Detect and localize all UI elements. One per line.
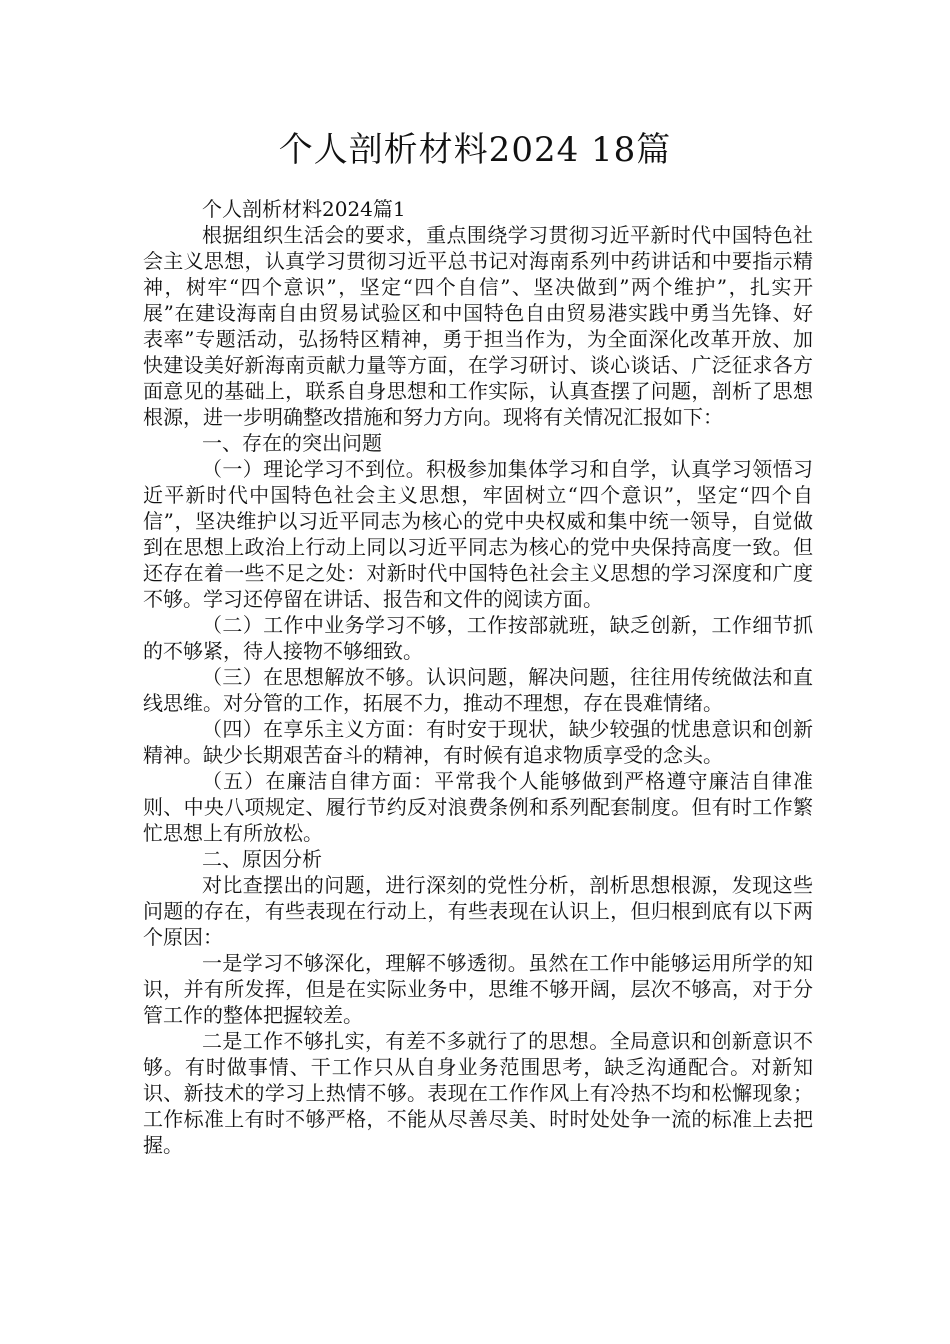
document-body: [143, 196, 813, 1158]
cause-paragraph-2: 二是工作不够扎实，有差不多就行了的思想。全局意识和创新意识不够。有时做事情、干工作只从自身业务范围思考，缺乏沟通配合。对新知识、新技术的学习上热情不够。表现在工作作风上有冷热不均和松懈现象；工作标准上有时不够严格，不能从尽善尽美、时时处处争一流的标准上去把握。: [143, 1029, 813, 1157]
document-title: 个人剖析材料2024 18篇: [278, 130, 672, 170]
problem-paragraph-3: （三）在思想解放不够。认识问题，解决问题，往往用传统做法和直线思维。对分管的工作，拓展不力，推动不理想，存在畏难情绪。: [143, 665, 813, 715]
problem-paragraph-5: （五）在廉洁自律方面：平常我个人能够做到严格遵守廉洁自律准则、中央八项规定、履行节约反对浪费条例和系列配套制度。但有时工作繁忙思想上有所放松。: [143, 769, 813, 845]
intro-paragraph: 根据组织生活会的要求，重点围绕学习贯彻习近平新时代中国特色社会主义思想，认真学习贯彻习近平总书记对海南系列中药讲话和中要指示精神，树牢“四个意识”，坚定“四个自信”、坚决做到”两个维护”，扎实开展”在建设海南自由贸易试验区和中国特色自由贸易港实践中勇当先锋、好表率”专题活动，弘扬特区精神，勇于担当作为，为全面深化改革开放、加快建设美好新海南贡献力量等方面，在学习研讨、谈心谈话、广泛征求各方面意见的基础上，联系自身思想和工作实际，认真查摆了问题，剖析了思想根源，进一步明确整改措施和努力方向。现将有关情况汇报如下：: [143, 223, 813, 429]
cause-intro-paragraph: 对比查摆出的问题，进行深刻的党性分析，剖析思想根源，发现这些问题的存在，有些表现在行动上，有些表现在认识上，但归根到底有以下两个原因：: [143, 873, 813, 949]
section-heading-causes: 二、原因分析: [202, 847, 322, 871]
cause-paragraph-1: 一是学习不够深化，理解不够透彻。虽然在工作中能够运用所学的知识，并有所发挥，但是在实际业务中，思维不够开阔，层次不够高，对于分管工作的整体把握较差。: [143, 951, 813, 1027]
problem-paragraph-4: （四）在享乐主义方面：有时安于现状，缺少较强的忧患意识和创新精神。缺少长期艰苦奋斗的精神，有时候有追求物质享受的念头。: [143, 717, 813, 767]
section-heading-problems: 一、存在的突出问题: [202, 431, 382, 455]
section-subtitle: 个人剖析材料2024篇1: [202, 197, 406, 221]
problem-paragraph-2: （二）工作中业务学习不够，工作按部就班，缺乏创新，工作细节抓的不够紧，待人接物不够细致。: [143, 613, 813, 663]
problem-paragraph-1: （一）理论学习不到位。积极参加集体学习和自学，认真学习领悟习近平新时代中国特色社会主义思想，牢固树立“四个意识”，坚定“四个自信”，坚决维护以习近平同志为核心的党中央权威和集中统一领导，自觉做到在思想上政治上行动上同以习近平同志为核心的党中央保持高度一致。但还存在着一些不足之处：对新时代中国特色社会主义思想的学习深度和广度不够。学习还停留在讲话、报告和文件的阅读方面。: [143, 457, 813, 611]
